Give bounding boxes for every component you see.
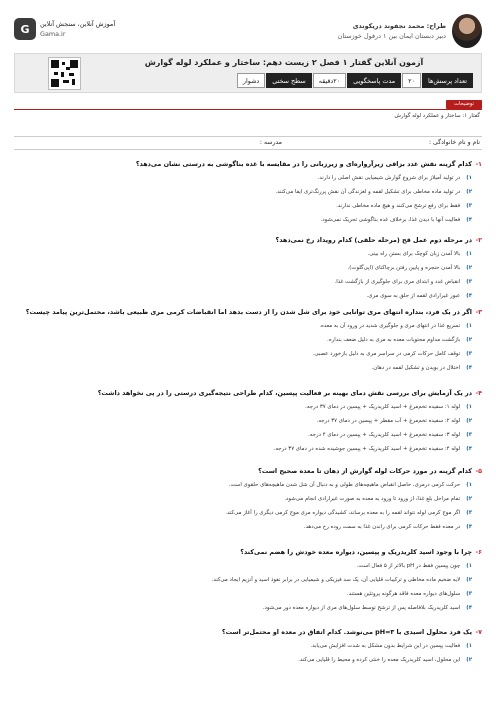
answer-option[interactable] xyxy=(14,431,472,440)
option-text: لایه ضخیم ماده مخاطی و ترکیبات قلیایی آن، یک سد فیزیکی و شیمیایی در برابر نفوذ اسید و آنزیم ایجاد می‌کند. xyxy=(211,577,461,583)
option-number: ۲) xyxy=(466,418,472,424)
answer-option[interactable] xyxy=(14,403,472,412)
option-text: اگر موج کرمی لوله نتواند لقمه را به معده برساند، کشیدگی دیواره مری موج کرمی دیگری را آغاز می‌کند. xyxy=(225,510,461,516)
option-number: ۴) xyxy=(466,446,472,452)
author-role: دبیر دبستان ایمان بین ۱ درفول خوزستان xyxy=(337,32,446,40)
question-count: ۲۰ xyxy=(402,73,421,88)
option-number: ۲) xyxy=(466,337,472,343)
qr-code-icon[interactable] xyxy=(48,57,81,90)
question-text: در یک آزمایش برای بررسی نقش دمای بهینه بر فعالیت پپسین، کدام طراحی نتیجه‌گیری درستی را در پی نخواهد داشت؟ xyxy=(97,389,472,397)
option-text: اختلال در بویدن و تشکیل لقمه در دهان. xyxy=(371,365,461,371)
option-text: انقباض غدد و ابتدای مری برای جلوگیری از بازگشت غذا. xyxy=(334,279,461,285)
answer-option[interactable] xyxy=(14,264,472,273)
answer-option[interactable] xyxy=(14,174,472,183)
answer-option[interactable] xyxy=(14,509,472,518)
option-number: ۴) xyxy=(466,524,472,530)
option-number: ۳) xyxy=(466,203,472,209)
question-text: کدام گزینه نقش غدد بزاقی زیرآرواره‌ای و زیرزبانی را در مقایسه با غده بناگوشی به درستی نشان می‌دهد؟ xyxy=(135,160,472,168)
brand-logo-icon: G xyxy=(14,18,36,40)
option-number: ۲) xyxy=(466,577,472,583)
question-number: ۴- xyxy=(475,389,482,397)
answer-option[interactable] xyxy=(14,642,472,651)
answer-option[interactable] xyxy=(14,604,472,613)
answer-option[interactable] xyxy=(14,495,472,504)
answer-option[interactable] xyxy=(14,590,472,599)
answer-option[interactable] xyxy=(14,188,472,197)
option-number: ۲) xyxy=(466,265,472,271)
exam-header xyxy=(14,53,482,93)
option-text: لوله ۲: سفیده تخم‌مرغ + آب مقطر + پپسین در دمای ۳۷ درجه. xyxy=(316,418,461,424)
option-text: فعالیت آنها با دیدن غذا، برخلاف غده بناگوشی تحریک نمی‌شود. xyxy=(320,217,461,223)
question-text: چرا با وجود اسید کلریدریک و پپسین، دیواره معده خودش را هضم نمی‌کند؟ xyxy=(240,548,472,556)
question-number: ۶- xyxy=(475,548,482,556)
question-count-label: تعداد پرسش‌ها xyxy=(422,73,473,88)
option-number: ۴) xyxy=(466,605,472,611)
student-name-label: نام و نام خانوادگی : xyxy=(428,139,480,146)
author-name: طراح: محمد نجفوند دریکوندی xyxy=(352,22,446,30)
duration: ۲۰دقیقه xyxy=(313,73,346,88)
question-number: ۳- xyxy=(475,308,482,316)
option-number: ۱) xyxy=(466,482,472,488)
option-text: بالا آمدن زبان کوچک برای بستن راه بینی. xyxy=(367,251,461,257)
option-number: ۱) xyxy=(466,404,472,410)
option-text: سلول‌های دیواره معده فاقد هرگونه پروتئین هستند. xyxy=(346,591,461,597)
option-number: ۲) xyxy=(466,657,472,663)
answer-option[interactable] xyxy=(14,292,472,301)
duration-label: مدت پاسخگویی xyxy=(347,73,401,88)
question-text: در مرحله دوم عمل قح (مرحله حلقی) کدام رویداد رخ نمی‌دهد؟ xyxy=(275,236,472,244)
brand-name: آموزش آنلاین، سنجش آنلاین xyxy=(40,20,116,28)
brand-url[interactable]: Gama.ir xyxy=(40,30,66,38)
note-text: گفتار ۱: ساختار و عملکرد لوله گوارش xyxy=(394,113,480,119)
option-number: ۱) xyxy=(466,643,472,649)
answer-option[interactable] xyxy=(14,250,472,259)
answer-option[interactable] xyxy=(14,216,472,225)
student-info-row xyxy=(14,136,482,150)
option-text: فعالیت پپسین در این شرایط بدون مشکل به شدت افزایش می‌یابد. xyxy=(310,643,461,649)
option-text: بالا آمدن حنجره و پایین رفتن برچاکنای (اپی‌گلوت). xyxy=(347,265,461,271)
option-number: ۳) xyxy=(466,279,472,285)
question-number: ۷- xyxy=(475,628,482,636)
exam-title: آزمون آنلاین گفتار ۱ فصل ۲ زیست دهم: ساختار و عملکرد لوله گوارش xyxy=(144,58,424,67)
option-text: اسید کلریدریک بلافاصله پس از ترشح توسط سلول‌های مری از دیواره معده دور می‌شود. xyxy=(262,605,461,611)
question-number: ۱- xyxy=(475,160,482,168)
answer-option[interactable] xyxy=(14,350,472,359)
option-text: چون پپسین فقط در pH بالاتر از ۵ فعال است. xyxy=(356,563,461,569)
answer-option[interactable] xyxy=(14,445,472,454)
option-number: ۳) xyxy=(466,432,472,438)
author-info xyxy=(338,14,482,48)
brand[interactable] xyxy=(14,18,115,40)
option-text: در تولید آمیلاز برای شروع گوارش شیمیایی نقش اصلی را دارند. xyxy=(317,175,461,181)
answer-option[interactable] xyxy=(14,576,472,585)
option-number: ۳) xyxy=(466,351,472,357)
option-text: این محلول، اسید کلریدریک معده را خنثی کرده و محیط را قلیایی می‌کند. xyxy=(298,657,461,663)
answer-option[interactable] xyxy=(14,562,472,571)
exam-meta xyxy=(236,73,473,88)
answer-option[interactable] xyxy=(14,364,472,373)
answer-option[interactable] xyxy=(14,322,472,331)
author-avatar xyxy=(452,14,482,48)
question-text: کدام گزینه در مورد حرکات لوله گوارش از دهان تا معده صحیح است؟ xyxy=(258,467,472,475)
answer-option[interactable] xyxy=(14,523,472,532)
option-number: ۱) xyxy=(466,323,472,329)
option-text: توقف کامل حرکات کرمی در سراسر مری به دلیل بازخورد عصبی. xyxy=(312,351,461,357)
option-number: ۴) xyxy=(466,217,472,223)
question-text: یک فرد محلول اسیدی با pH=۳ می‌نوشد. کدام اتفاق در معده او محتمل‌تر است؟ xyxy=(221,628,472,636)
option-text: بازگشت مداوم محتویات معده به مری به دلیل ضعف بنداره. xyxy=(327,337,461,343)
note-badge: توضیحات xyxy=(446,100,482,109)
option-number: ۱) xyxy=(466,175,472,181)
question-number: ۲- xyxy=(475,236,482,244)
option-text: تسریع غذا در انتهای مری و جلوگیری شدید در ورود آن به معده. xyxy=(319,323,461,329)
option-number: ۳) xyxy=(466,591,472,597)
option-text: عبور غیرارادی لقمه از حلق به سوی مری. xyxy=(366,293,461,299)
option-number: ۴) xyxy=(466,293,472,299)
option-text: فقط برای رفع ترشح می‌کنند و هیچ ماده مخاطی ندارند. xyxy=(336,203,461,209)
option-text: لوله ۱: سفیده تخم‌مرغ + اسید کلریدریک + پپسین در دمای ۳۷ درجه. xyxy=(305,404,461,410)
answer-option[interactable] xyxy=(14,481,472,490)
question-text: اگر در یک فرد، بنداره انتهای مری توانایی خود برای شل شدن را از دست بدهد اما انقباضات کرمی مری طبیعی باشد، محتمل‌ترین پیامد چیست؟ xyxy=(25,308,472,316)
option-text: در تولید ماده مخاطی برای تشکیل لقمه و لغزندگی آن نقش پررنگ‌تری ایفا می‌کنند. xyxy=(275,189,461,195)
option-text: لوله ۳: سفیده تخم‌مرغ + اسید کلریدریک + پپسین در دمای ۴ درجه. xyxy=(308,432,461,438)
option-number: ۲) xyxy=(466,496,472,502)
note-divider xyxy=(14,109,482,110)
option-number: ۲) xyxy=(466,189,472,195)
answer-option[interactable] xyxy=(14,336,472,345)
option-text: تمام مراحل بلع غذا، از ورود تا ورود به معده به صورت غیرارادی انجام می‌شود. xyxy=(284,496,461,502)
answer-option[interactable] xyxy=(14,202,472,211)
option-text: حرکت کرمی درمری، حاصل انقباض ماهیچه‌های طولی و به دنبال آن شل شدن ماهیچه‌های حلقوی است. xyxy=(228,482,461,488)
answer-option[interactable] xyxy=(14,278,472,287)
option-text: در معده فقط حرکات کرمی برای راندن غذا به سمت روده رخ می‌دهد. xyxy=(303,524,461,530)
difficulty-label: سطح سختی xyxy=(266,73,312,88)
school-label: مدرسه : xyxy=(259,139,282,146)
option-number: ۱) xyxy=(466,563,472,569)
option-number: ۱) xyxy=(466,251,472,257)
top-bar xyxy=(14,14,482,50)
answer-option[interactable] xyxy=(14,417,472,426)
difficulty: دشوار xyxy=(237,73,265,88)
option-text: لوله ۴: سفیده تخم‌مرغ + اسید کلریدریک + پپسین جوشیده شده در دمای ۳۷ درجه. xyxy=(273,446,461,452)
answer-option[interactable] xyxy=(14,656,472,665)
option-number: ۴) xyxy=(466,365,472,371)
option-number: ۳) xyxy=(466,510,472,516)
question-number: ۵- xyxy=(475,467,482,475)
